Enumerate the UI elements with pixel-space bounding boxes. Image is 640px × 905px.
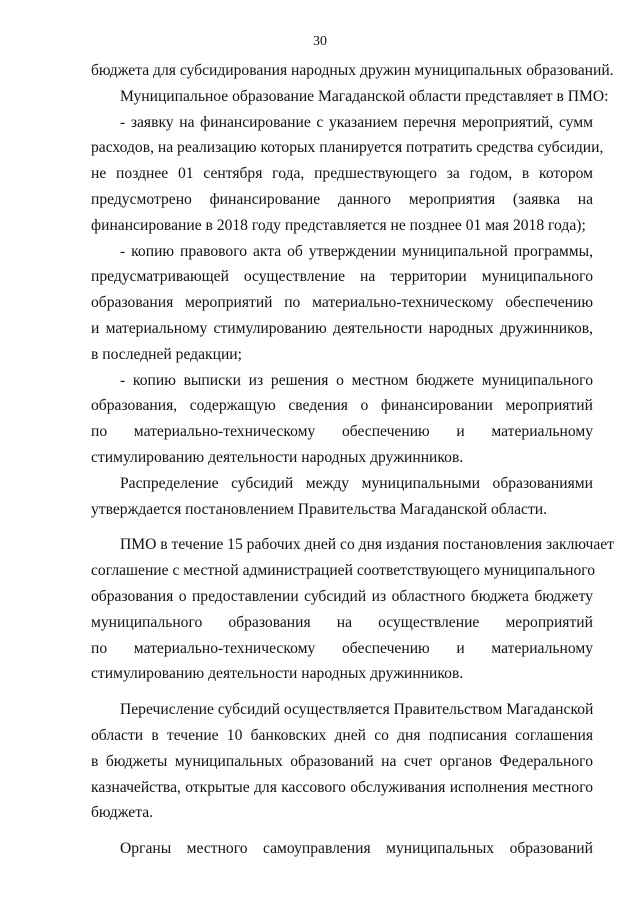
text-line: образования, содержащую сведения о финансировании мероприятий: [91, 397, 593, 415]
paragraph: [91, 368, 593, 471]
text-line: в бюджеты муниципальных образований на счет органов Федерального: [91, 752, 593, 770]
text-line: образования о предоставлении субсидий из областного бюджета бюджету: [91, 587, 593, 605]
paragraph: [91, 471, 593, 523]
text-line: по материально-техническому обеспечению и материальному: [91, 639, 593, 657]
paragraph: [91, 84, 609, 110]
text-line: - копию выписки из решения о местном бюджете муниципального: [120, 371, 593, 389]
text-line: соглашение с местной администрацией соответствующего муниципального: [91, 562, 596, 580]
text-line: финансирование в 2018 году представляется не позднее 01 мая 2018 года);: [91, 216, 586, 234]
paragraph: [91, 836, 593, 862]
paragraph: [91, 239, 593, 368]
text-line: муниципального образования на осуществление мероприятий: [91, 613, 593, 631]
text-line: не позднее 01 сентября года, предшествующего за годом, в котором: [91, 165, 593, 183]
text-line: - копию правового акта об утверждении муниципальной программы,: [120, 242, 593, 260]
text-line: Распределение субсидий между муниципальными образованиями: [120, 474, 593, 492]
text-line: предусмотрено финансирование данного мероприятия (заявка на: [91, 190, 593, 208]
page-number: 30: [313, 34, 327, 49]
text-line: Перечисление субсидий осуществляется Правительством Магаданской: [120, 701, 594, 719]
text-line: в последней редакции;: [91, 345, 242, 363]
text-line: предусматривающей осуществление на территории муниципального: [91, 268, 593, 286]
paragraph: [91, 110, 604, 239]
paragraph: [91, 697, 593, 826]
text-line: расходов, на реализацию которых планируется потратить средства субсидии,: [91, 139, 604, 157]
text-line: Органы местного самоуправления муниципальных образований: [120, 840, 593, 858]
text-line: казначейства, открытые для кассового обслуживания исполнения местного: [91, 778, 593, 796]
paragraph: [91, 532, 614, 687]
text-line: стимулированию деятельности народных дружинников.: [91, 665, 464, 683]
paragraph: [91, 58, 614, 84]
text-line: и материальному стимулированию деятельности народных дружинников,: [91, 319, 593, 337]
text-line: бюджета для субсидирования народных дружин муниципальных образований.: [91, 62, 614, 79]
document-body: [91, 58, 614, 862]
text-line: Муниципальное образование Магаданской области представляет в ПМО:: [120, 87, 609, 105]
text-line: образования мероприятий по материально-техническому обеспечению: [91, 294, 593, 312]
text-line: области в течение 10 банковских дней со дня подписания соглашения: [91, 726, 593, 744]
text-line: ПМО в течение 15 рабочих дней со дня издания постановления заключает: [120, 536, 614, 554]
text-line: утверждается постановлением Правительства Магаданской области.: [91, 500, 548, 518]
text-line: - заявку на финансирование с указанием перечня мероприятий, сумм: [120, 113, 593, 131]
text-line: по материально-техническому обеспечению и материальному: [91, 423, 593, 441]
text-line: стимулированию деятельности народных дружинников.: [91, 448, 464, 466]
text-line: бюджета.: [91, 804, 154, 822]
